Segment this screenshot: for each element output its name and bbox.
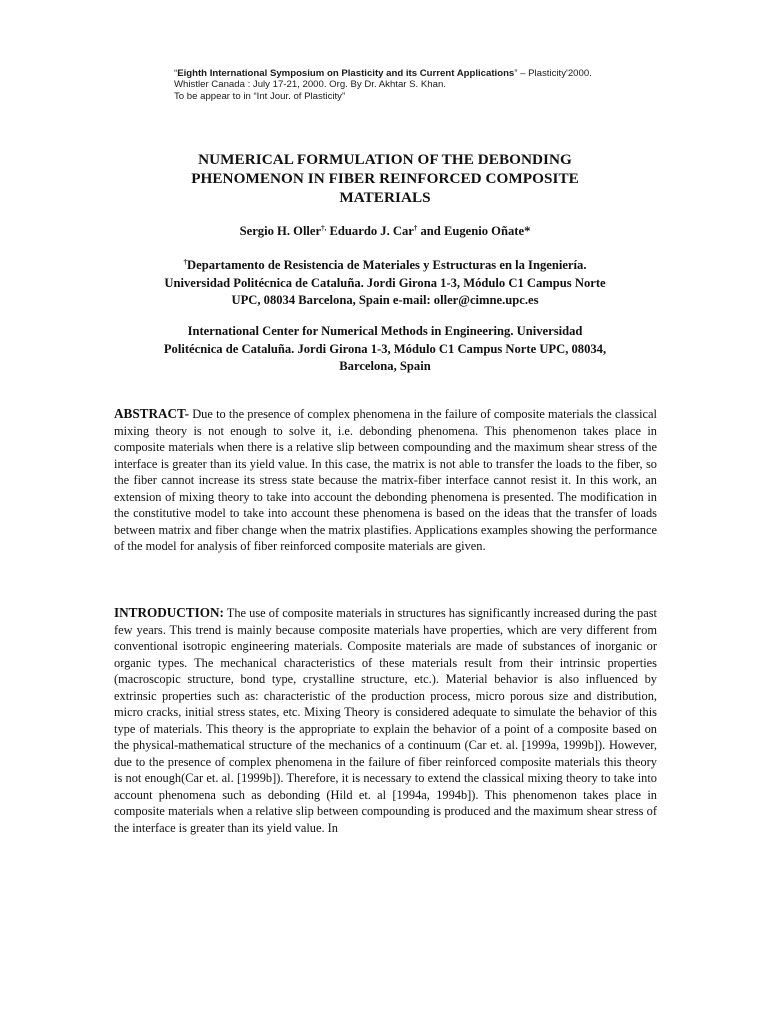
- affiliation-1-line-2: Universidad Politécnica de Cataluña. Jordi Girona 1-3, Módulo C1 Campus Norte: [164, 275, 606, 290]
- title-line-1: NUMERICAL FORMULATION OF THE DEBONDING: [198, 151, 572, 168]
- affiliation-2-line-2: Politécnica de Cataluña. Jordi Girona 1-3, Módulo C1 Campus Norte UPC, 08034,: [163, 341, 607, 356]
- affiliation-1-text-1: Departamento de Resistencia de Materiales y Estructuras en la Ingeniería.: [187, 258, 587, 272]
- introduction-text: The use of composite materials in structures has significantly increased during the past few years. This trend is mainly because composite materials have properties, which are very different from conventional isotropic engineering materials. Composite materials are made of substances of inorganic or organic types. The mechanical characteristics of these materials result from their intrinsic properties (macroscopic structure, bond type, crystalline structure, etc.). Material behavior is also influenced by extrinsic properties such as: characteristic of the production process, micro porous size and distribution, micro cracks, initial stress states, etc. Mixing Theory is considered adequate to simulate the behavior of this type of materials. This theory is the appropriate to explain the behavior of a point of a composite based on the physical-mathematical structure of the mechanics of a continuum (Car et. al. [1999a, 1999b]). However, due to the presence of complex phenomena in the failure of fiber reinforced composite materials this theory is not enough(Car et. al. [1999b]). Therefore, it is necessary to extend the classical mixing theory to take into account phenomena such as debonding (Hild et. al [1994a, 1994b]). This phenomenon takes place in composite materials when a relative slip between compounding is produced and the maximum shear stress of the interface is greater than its yield value. In: [114, 606, 657, 835]
- title-line-2: PHENOMENON IN FIBER REINFORCED COMPOSITE: [191, 170, 579, 187]
- affiliation-1-line-1: [110, 257, 660, 275]
- author-2: Eduardo J. Car: [326, 224, 414, 238]
- affiliation-1-mark: †: [183, 258, 188, 266]
- affiliation-1-line-3: UPC, 08034 Barcelona, Spain e-mail: oller@cimne.upc.es: [231, 293, 539, 307]
- abstract-text: Due to the presence of complex phenomena in the failure of composite materials the classical mixing theory is not enough to solve it, i.e. debonding phenomena. This phenomenon takes place in composite materials when there is a relative slip between compounding and the maximum shear stress of the interface is greater than its yield value. In this case, the matrix is not able to transfer the loads to the fiber, so the fiber cannot increase its stress state because the matrix-fiber interface cannot resist it. In this work, an extension of mixing theory to take into account the debonding phenomena is presented. The modification in the constitutive model to take into account these phenomena is based on the ideas that the transfer of loads between matrix and fiber change when the matrix plastifies. Applications examples showing the performance of the model for analysis of fiber reinforced composite materials are given.: [114, 407, 657, 553]
- open-quote: “: [174, 68, 178, 79]
- author-1: Sergio H. Oller: [239, 224, 322, 238]
- affiliation-2-line-1: International Center for Numerical Methods in Engineering. Universidad: [187, 324, 583, 338]
- affiliation-1: [110, 257, 660, 310]
- abstract-heading: ABSTRACT-: [114, 406, 189, 421]
- symposium-name: Eighth International Symposium on Plasticity and its Current Applications: [177, 68, 515, 79]
- introduction-paragraph: [114, 605, 657, 836]
- author-list: [114, 223, 656, 239]
- title-line-3: MATERIALS: [339, 189, 431, 206]
- author-1-mark: †,: [321, 224, 327, 232]
- conference-line-1: [174, 68, 634, 79]
- paper-title: [114, 150, 656, 207]
- abstract-paragraph: [114, 406, 657, 555]
- conference-line-3: To be appear to in “Int Jour. of Plasticity”: [174, 90, 346, 102]
- conference-line-2: Whistler Canada : July 17-21, 2000. Org. By Dr. Akhtar S. Khan.: [174, 79, 446, 91]
- conference-note: [174, 68, 634, 102]
- author-3: and Eugenio Oñate*: [417, 224, 531, 238]
- conference-suffix: ” – Plasticity'2000.: [514, 68, 592, 79]
- affiliation-2: [110, 323, 660, 376]
- introduction-heading: INTRODUCTION:: [114, 605, 224, 620]
- affiliation-2-line-3: Barcelona, Spain: [339, 359, 431, 373]
- author-2-mark: †: [413, 224, 418, 232]
